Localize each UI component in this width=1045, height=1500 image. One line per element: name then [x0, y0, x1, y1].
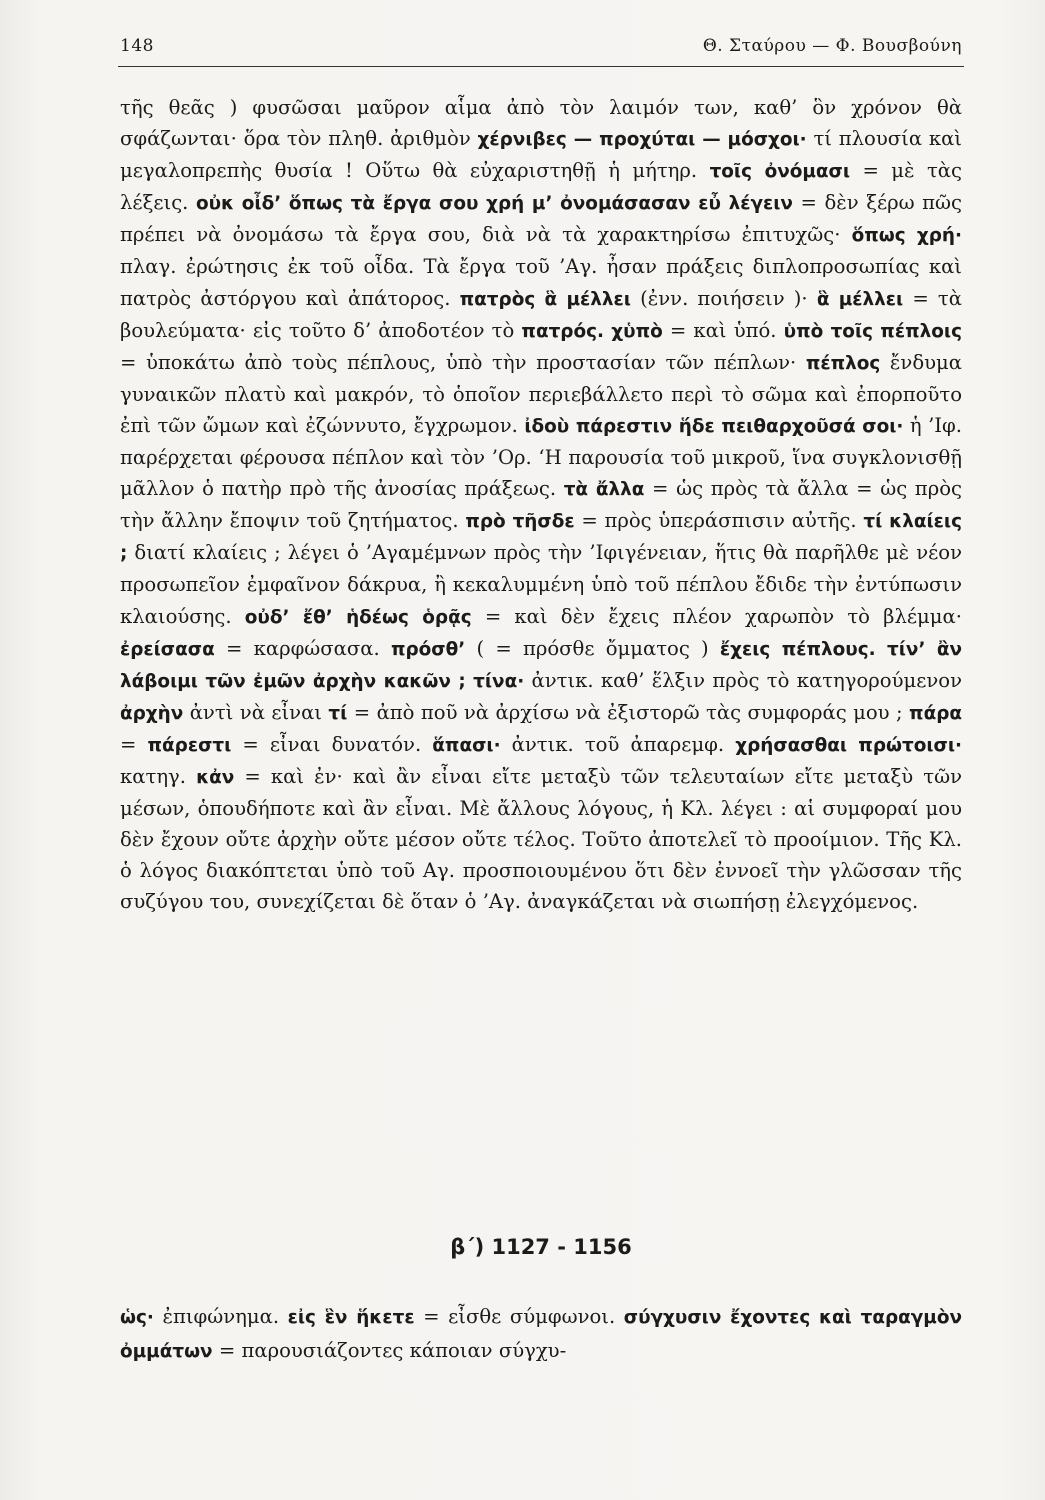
text-run: ἔνδυμα γυναικῶν πλατὺ καὶ μακρόν, τὸ ὁποῖον περιεβάλλετο περὶ τὸ σῶμα καὶ ἐπορποῦτο ἐπὶ τῶν ὤμων καὶ ἐζώννυτο, ἔγχρωμον.: [120, 350, 963, 437]
text-run: ἡ ’Ιφ. παρέρχεται φέρουσα πέπλον καὶ τὸν ’Ορ. ‘Η παρουσία τοῦ μικροῦ, ἵνα συγκλονισθῇ μᾶλλον ὁ πατὴρ πρὸ τῆς ἀνοσίας πράξεως.: [120, 413, 962, 501]
text-run: = εἶναι δυνατόν.: [231, 732, 433, 756]
bold-term: τί κλαίεις ;: [120, 511, 962, 565]
text-run: ( = πρόσθε ὄμματος ): [465, 636, 720, 660]
bold-term: οὐδ’ ἔθ’ ἡδέως ὁρᾷς: [244, 606, 472, 628]
bold-term: πέπλος: [805, 352, 881, 374]
bold-term: πατρός. χὑπὸ: [521, 320, 663, 342]
bold-term: ἃ μέλλει: [816, 288, 904, 310]
text-run: τί πλουσία καὶ μεγαλοπρεπὴς θυσία ! Οὕτω θὰ εὐχαριστηθῇ ἡ μήτηρ.: [120, 127, 962, 183]
text-run: = καρφώσασα.: [214, 636, 391, 660]
text-run: τῆς θεᾶς ) φυσῶσαι μαῦρον αἷμα ἀπὸ τὸν λαιμόν των, καθ’ ὃν χρόνον θὰ σφάζωνται· ὅρα τὸν πληθ. ἀριθμὸν: [120, 96, 962, 151]
tail-paragraph: [120, 1300, 962, 1368]
bold-term: εἰς ἓν ἥκετε: [287, 1307, 415, 1328]
bold-term: οὐκ οἶδ’ ὅπως τὰ ἔργα σου χρή μ’ ὀνομάσασαν εὖ λέγειν: [195, 193, 793, 215]
text-run: = καὶ ὑπό.: [662, 318, 784, 342]
bold-term: χέρνιβες — προχύται — μόσχοι·: [477, 129, 807, 151]
bold-term: πατρὸς ἃ μέλλει: [459, 288, 631, 310]
bold-term: τί: [328, 702, 348, 724]
bold-term: πάρεστι: [147, 734, 232, 756]
text-run: = δὲν ξέρω πῶς πρέπει νὰ ὀνομάσω τὰ ἔργα σου, διὰ νὰ τὰ χαρακτηρίσω ἐπιτυχῶς·: [120, 191, 963, 247]
bold-term: ὡς·: [120, 1307, 154, 1328]
bold-term: τὰ ἄλλα: [563, 479, 645, 501]
text-run: πλαγ. ἐρώτησις ἐκ τοῦ οἶδα. Τὰ ἔργα τοῦ ’Αγ. ἦσαν πράξεις διπλοπροσωπίας καὶ πατρὸς ἀστόργου καὶ ἀπάτορος.: [120, 255, 962, 310]
text-run: κατηγ.: [120, 764, 197, 788]
header-rule: [118, 66, 964, 67]
tail-text: [120, 1300, 962, 1368]
bold-term: ὑπὸ τοῖς πέπλοις: [783, 320, 962, 342]
bold-term: χρήσασθαι πρώτοισι·: [735, 734, 962, 756]
bold-term: τοῖς ὀνόμασι: [709, 161, 851, 183]
text-run: = πρὸς ὑπεράσπισιν αὐτῆς.: [574, 509, 864, 533]
text-run: = καὶ δὲν ἔχεις πλέον χαρωπὸν τὸ βλέμμα·: [471, 604, 962, 628]
text-run: =: [120, 732, 148, 756]
bold-term: ἅπασι·: [432, 734, 501, 756]
bold-term: ὅπως χρή·: [851, 225, 962, 247]
text-run: = ὑποκάτω ἀπὸ τοὺς πέπλους, ὑπὸ τὴν προστασίαν τῶν πέπλων·: [120, 350, 806, 374]
text-run: (ἐνν. ποιήσειν )·: [630, 286, 817, 310]
running-header: [120, 32, 962, 62]
commentary-paragraph: [120, 92, 962, 917]
text-run: διατί κλαίεις ; λέγει ὁ ’Αγαμέμνων πρὸς τὴν ’Ιφιγένειαν, ἥτις θὰ παρῆλθε μὲ νέον προσωπεῖον ἐμφαῖνον δάκρυα, ἢ κεκαλυμμένη ὑπὸ τοῦ πέπλου ἔδιδε τὴν ἐντύπωσιν κλαιούσης.: [120, 541, 962, 628]
bold-term: πρὸ τῆσδε: [465, 511, 575, 533]
page-number: 148: [120, 36, 154, 56]
text-run: = ὡς πρὸς τὰ ἄλλα = ὡς πρὸς τὴν ἄλλην ἔποψιν τοῦ ζητήματος.: [120, 477, 962, 533]
text-run: ἀντικ. καθ’ ἕλξιν πρὸς τὸ κατηγορούμενον: [524, 668, 962, 692]
text-run: ἐπιφώνημα.: [153, 1305, 288, 1328]
bold-term: ἐρείσασα: [120, 638, 215, 660]
text-run: = εἶσθε σύμφωνοι.: [414, 1305, 624, 1328]
text-run: = μὲ τὰς λέξεις.: [120, 159, 962, 215]
bold-term: σύγχυσιν ἔχοντες καὶ ταραγμὸν ὀμμάτων: [120, 1307, 962, 1362]
bold-term: πάρα: [909, 702, 962, 724]
bold-term: ἰδοὺ πάρεστιν ἥδε πειθαρχοῦσά σοι·: [524, 415, 904, 437]
section-heading: β΄) 1127 - 1156: [450, 1235, 632, 1259]
text-run: = καὶ ἐν· καὶ ἂν εἶναι εἴτε μεταξὺ τῶν τελευταίων εἴτε μεταξὺ τῶν μέσων, ὁπουδήποτε καὶ ἂν εἶναι. Μὲ ἄλλους λόγους, ἡ Κλ. λέγει : αἱ συμφοραί μου δὲν ἔχουν οὔτε ἀρχὴν οὔτε μέσον οὔτε τέλος. Τοῦτο ἀποτελεῖ τὸ προοίμιον. Τῆς Κλ. ὁ λόγος διακόπτεται ὑπὸ τοῦ Αγ. προσποιουμένου ὅτι δὲν ἐννοεῖ τὴν γλῶσσαν τῆς συζύγου του, συνεχίζεται δὲ ὅταν ὁ ’Αγ. ἀναγκάζεται νὰ σιωπήσῃ ἐλεγχόμενος.: [120, 764, 962, 914]
text-run: = ἀπὸ ποῦ νὰ ἀρχίσω νὰ ἐξιστορῶ τὰς συμφοράς μου ;: [347, 700, 910, 724]
bold-term: ἀρχὴν: [120, 702, 184, 724]
text-run: = τὰ βουλεύματα· εἰς τοῦτο δ’ ἀποδοτέον τὸ: [120, 286, 962, 342]
bold-term: ἔχεις πέπλους. τίν’ ἂν λάβοιμι τῶν ἐμῶν ἀρχὴν κακῶν ; τίνα·: [120, 638, 962, 692]
text-run: ἀντικ. τοῦ ἀπαρεμφ.: [500, 732, 736, 756]
commentary-text: [120, 92, 962, 917]
bold-term: πρόσθ’: [390, 638, 466, 660]
text-run: ἀντὶ νὰ εἶναι: [183, 700, 329, 724]
bold-term: κἀν: [196, 766, 235, 788]
text-run: = παρουσιάζοντες κάποιαν σύγχυ-: [212, 1339, 567, 1362]
running-head: Θ. Σταύρου — Φ. Βουσβούνη: [702, 36, 962, 56]
